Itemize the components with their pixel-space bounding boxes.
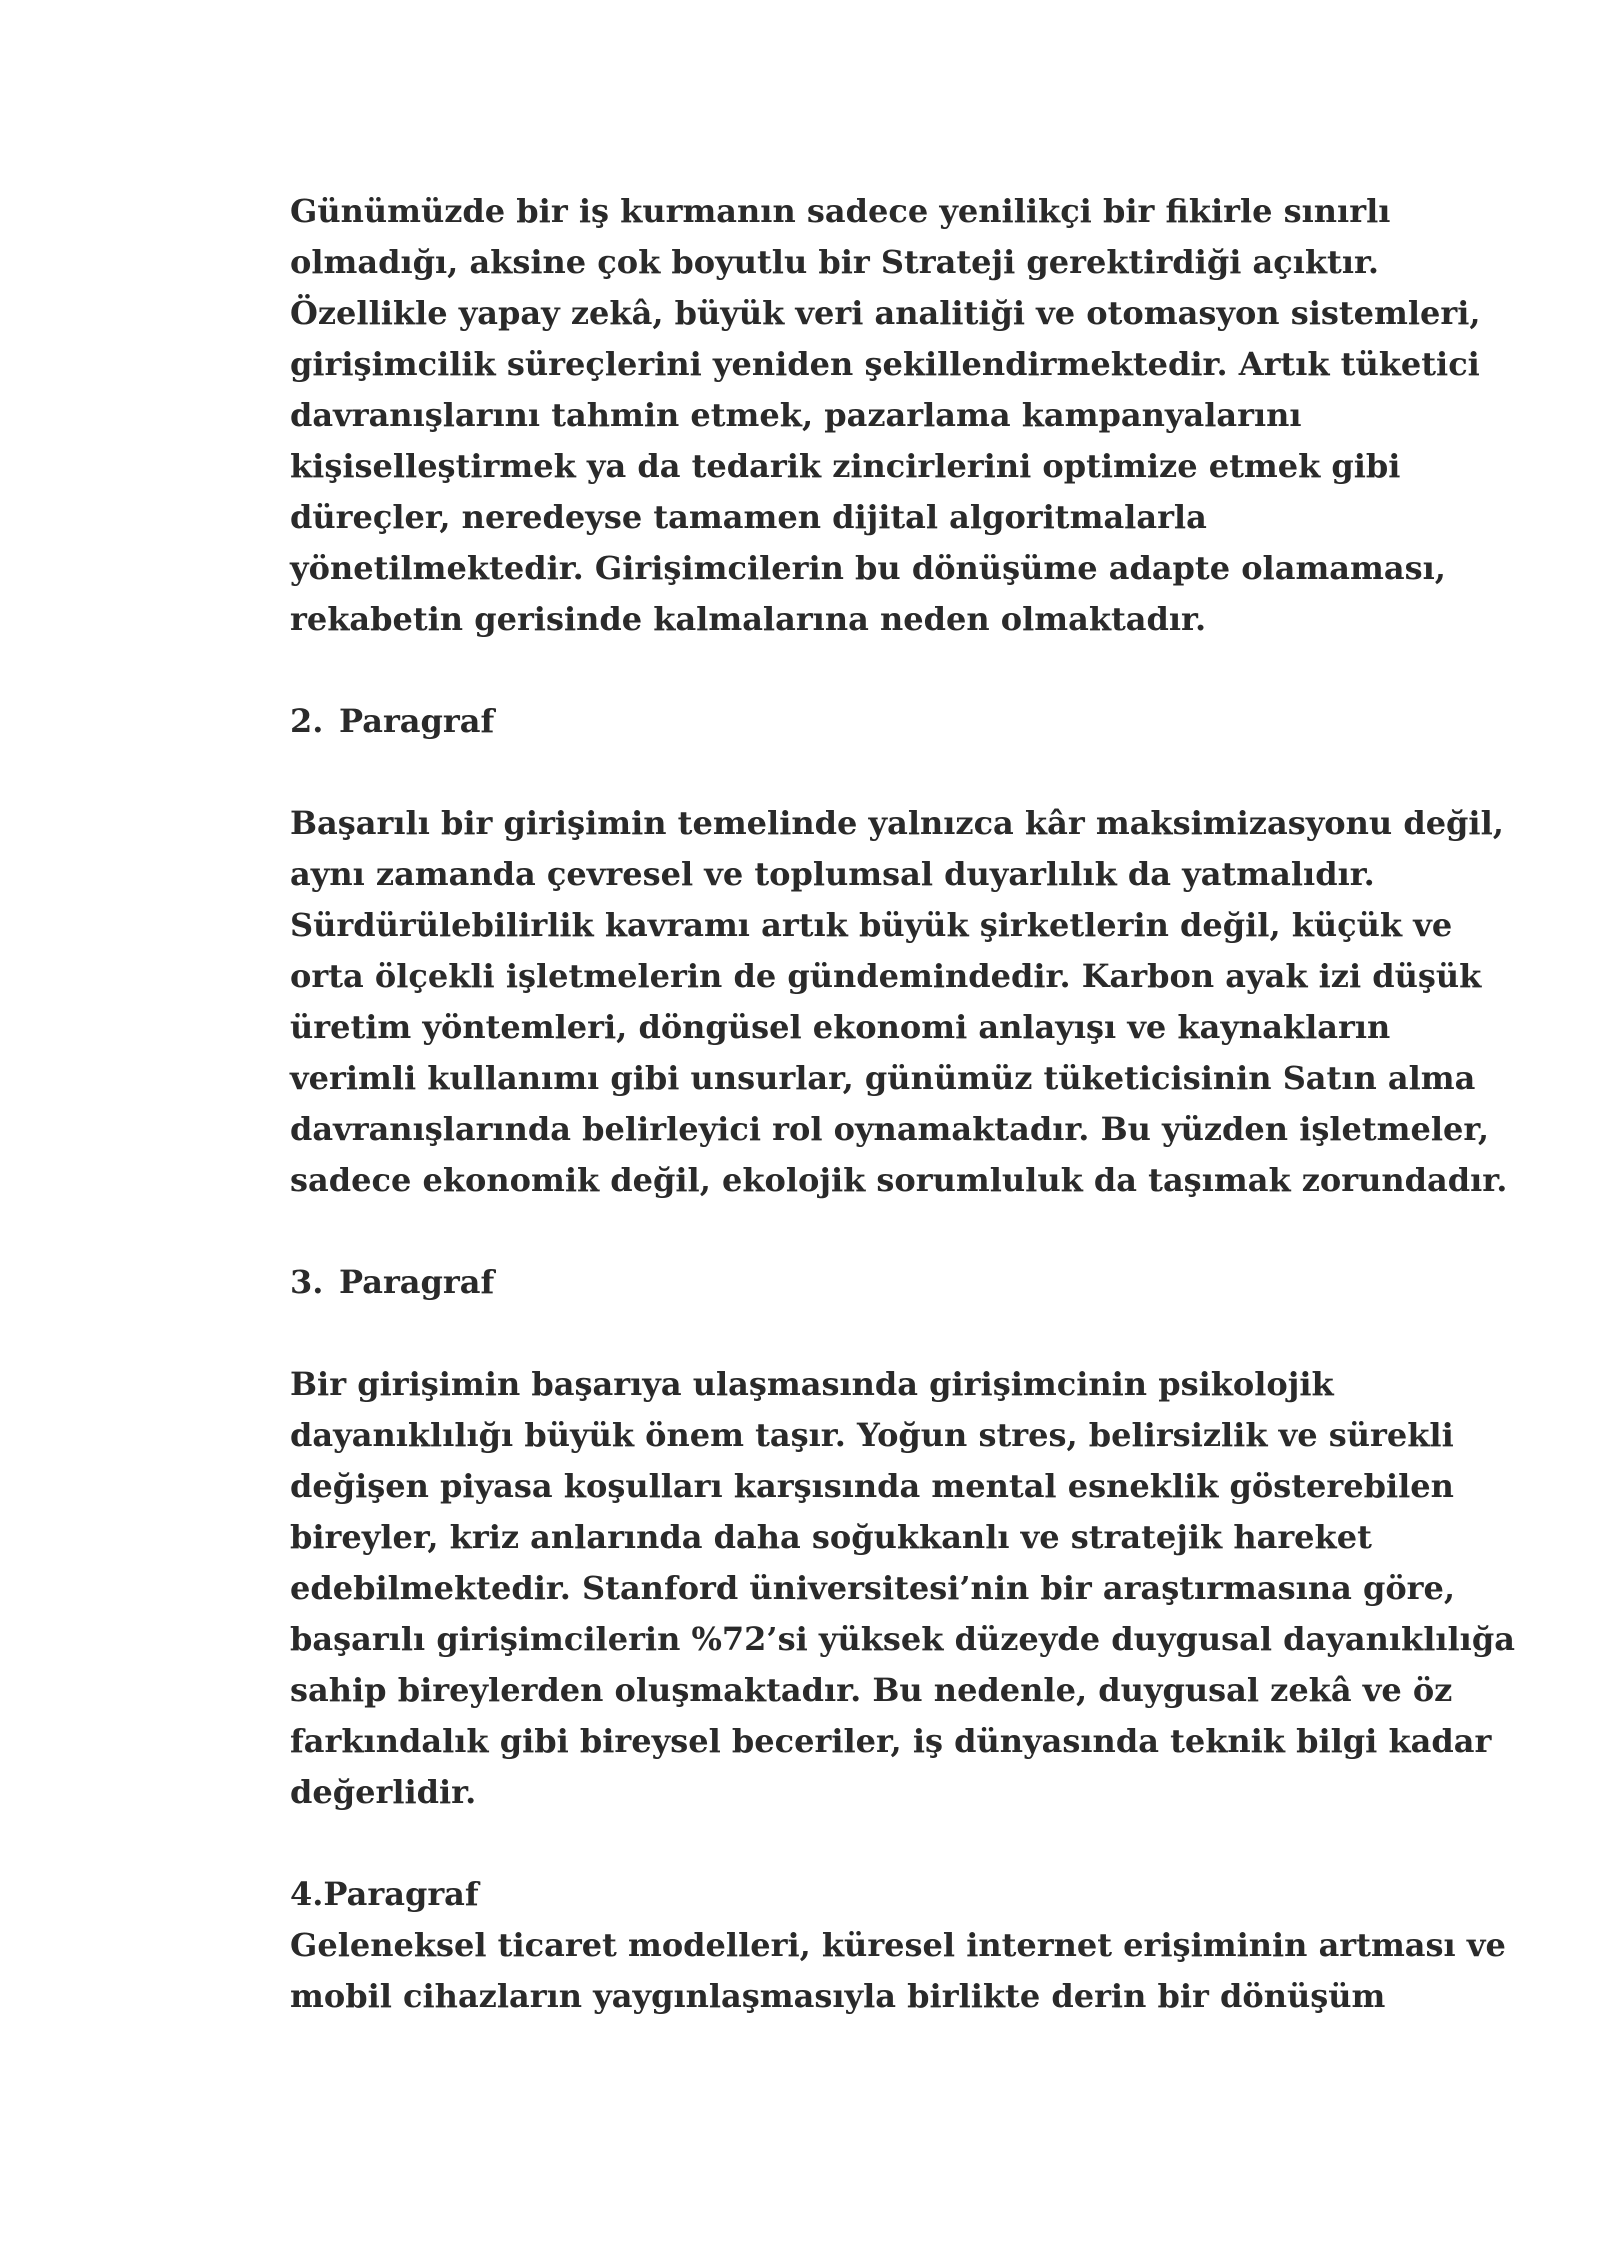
section-number: 2. xyxy=(290,702,324,740)
paragraph-line: dayanıklılığı büyük önem taşır. Yoğun stres, belirsizlik ve sürekli xyxy=(290,1416,1454,1454)
paragraph-line: orta ölçekli işletmelerin de gündemindedir. Karbon ayak izi düşük xyxy=(290,957,1482,995)
paragraph-line: değişen piyasa koşulları karşısında mental esneklik gösterebilen xyxy=(290,1467,1454,1505)
section-heading-4: 4.Paragraf xyxy=(290,1875,479,1913)
paragraph-line: aynı zamanda çevresel ve toplumsal duyarlılık da yatmalıdır. xyxy=(290,855,1375,893)
paragraph-line: Geleneksel ticaret modelleri, küresel internet erişiminin artması ve xyxy=(290,1926,1506,1964)
section-heading-3 xyxy=(290,1257,1420,1308)
section-heading-2 xyxy=(290,696,1420,747)
paragraph-line: Sürdürülebilirlik kavramı artık büyük şirketlerin değil, küçük ve xyxy=(290,906,1453,944)
paragraph-line: sahip bireylerden oluşmaktadır. Bu nedenle, duygusal zekâ ve öz xyxy=(290,1671,1453,1709)
document-body xyxy=(290,186,1515,2022)
paragraph-line: değerlidir. xyxy=(290,1773,477,1811)
section-number: 3. xyxy=(290,1263,324,1301)
paragraph-line: yönetilmektedir. Girişimcilerin bu dönüşüme adapte olamaması, xyxy=(290,549,1446,587)
paragraph-line: düreçler, neredeyse tamamen dijital algoritmalarla xyxy=(290,498,1207,536)
paragraph-line: Özellikle yapay zekâ, büyük veri analitiği ve otomasyon sistemleri, xyxy=(290,294,1481,332)
paragraph-3 xyxy=(290,1359,1515,1818)
paragraph-1 xyxy=(290,186,1481,645)
paragraph-line: üretim yöntemleri, döngüsel ekonomi anlayışı ve kaynakların xyxy=(290,1008,1391,1046)
paragraph-line: rekabetin gerisinde kalmalarına neden olmaktadır. xyxy=(290,600,1207,638)
paragraph-line: davranışlarını tahmin etmek, pazarlama kampanyalarını xyxy=(290,396,1302,434)
paragraph-line: girişimcilik süreçlerini yeniden şekillendirmektedir. Artık tüketici xyxy=(290,345,1480,383)
paragraph-spacer xyxy=(290,1308,1420,1359)
paragraph-spacer xyxy=(290,747,1420,798)
paragraph-line: kişiselleştirmek ya da tedarik zincirlerini optimize etmek gibi xyxy=(290,447,1401,485)
paragraph-line: başarılı girişimcilerin %72’si yüksek düzeyde duygusal dayanıklılığa xyxy=(290,1620,1515,1658)
paragraph-line: Günümüzde bir iş kurmanın sadece yenilikçi bir fikirle sınırlı xyxy=(290,192,1391,230)
section-label: Paragraf xyxy=(339,702,495,740)
paragraph-line: Başarılı bir girişimin temelinde yalnızca kâr maksimizasyonu değil, xyxy=(290,804,1504,842)
paragraph-spacer xyxy=(290,1818,1420,1869)
paragraph-line: olmadığı, aksine çok boyutlu bir Strateji gerektirdiği açıktır. xyxy=(290,243,1380,281)
paragraph-line: bireyler, kriz anlarında daha soğukkanlı ve stratejik hareket xyxy=(290,1518,1372,1556)
paragraph-line: verimli kullanımı gibi unsurlar, günümüz tüketicisinin Satın alma xyxy=(290,1059,1476,1097)
paragraph-spacer xyxy=(290,1206,1420,1257)
paragraph-2 xyxy=(290,798,1508,1206)
paragraph-spacer xyxy=(290,645,1420,696)
section-label: Paragraf xyxy=(339,1263,495,1301)
paragraph-line: edebilmektedir. Stanford üniversitesi’nin bir araştırmasına göre, xyxy=(290,1569,1456,1607)
paragraph-line: Bir girişimin başarıya ulaşmasında girişimcinin psikolojik xyxy=(290,1365,1334,1403)
paragraph-line: farkındalık gibi bireysel beceriler, iş dünyasında teknik bilgi kadar xyxy=(290,1722,1492,1760)
paragraph-line: mobil cihazların yaygınlaşmasıyla birlikte derin bir dönüşüm xyxy=(290,1977,1386,2015)
paragraph-line: davranışlarında belirleyici rol oynamaktadır. Bu yüzden işletmeler, xyxy=(290,1110,1490,1148)
paragraph-4 xyxy=(290,1920,1506,2022)
paragraph-line: sadece ekonomik değil, ekolojik sorumluluk da taşımak zorundadır. xyxy=(290,1161,1508,1199)
